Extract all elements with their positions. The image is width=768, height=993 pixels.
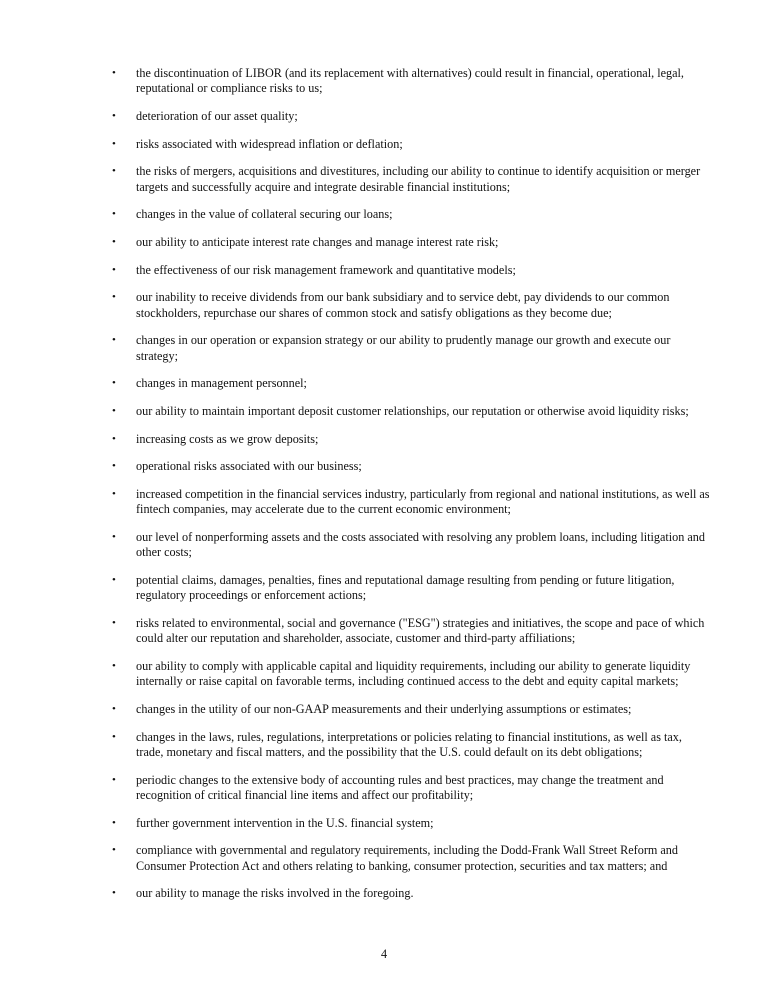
list-item [110,816,710,831]
list-item-text: our inability to receive dividends from our bank subsidiary and to service debt, pay dividends to our common stockholders, repurchase our shares of common stock and satisfy obligations as they become due; [136,290,670,320]
bullet-icon: • [112,887,116,900]
list-item [110,235,710,250]
bullet-icon: • [112,405,116,418]
list-item [110,137,710,152]
list-item-text: the effectiveness of our risk management framework and quantitative models; [136,262,516,277]
list-item-text: increased competition in the financial services industry, particularly from regional and national institutions, as well as fintech companies, may accelerate due to the current economic environment; [136,487,710,517]
list-item-text: our level of nonperforming assets and the costs associated with resolving any problem loans, including litigation and other costs; [136,530,705,560]
list-item-text: changes in the laws, rules, regulations, interpretations or policies relating to financial institutions, as well as tax, trade, monetary and fiscal matters, and the possibility that the U.S. could default on its debt obligations; [136,729,682,760]
list-item [110,459,710,474]
bullet-icon: • [112,165,116,178]
bullet-icon: • [112,291,116,304]
bullet-icon: • [112,617,116,630]
list-item-text: changes in the utility of our non-GAAP measurements and their underlying assumptions or estimates; [136,702,632,717]
bullet-icon: • [112,730,116,743]
list-item-text: the discontinuation of LIBOR (and its replacement with alternatives) could result in financial, operational, legal, reputational or compliance risks to us; [136,66,684,96]
list-item [110,109,710,124]
list-item [110,290,710,321]
list-item [110,843,710,874]
bullet-icon: • [112,816,116,829]
bullet-icon: • [112,531,116,544]
list-item [110,530,710,561]
list-item [110,886,710,901]
list-item-text: risks related to environmental, social and governance ("ESG") strategies and initiatives, the scope and pace of which could alter our reputation and shareholder, associate, customer and third-party affiliations; [136,616,705,646]
list-item [110,730,710,761]
list-item [110,376,710,391]
list-item-text: potential claims, damages, penalties, fines and reputational damage resulting from pending or future litigation, regulatory proceedings or enforcement actions; [136,573,675,603]
risk-factor-list [110,66,710,914]
list-item [110,333,710,364]
bullet-icon: • [112,334,116,347]
list-item-text: our ability to anticipate interest rate changes and manage interest rate risk; [136,235,499,250]
list-item-text: further government intervention in the U.S. financial system; [136,815,434,830]
bullet-icon: • [112,263,116,276]
bullet-icon: • [112,574,116,587]
list-item [110,616,710,647]
list-item-text: our ability to manage the risks involved in the foregoing. [136,886,414,901]
list-item [110,263,710,278]
list-item-text: our ability to comply with applicable capital and liquidity requirements, including our ability to generate liquidity internally or raise capital on favorable terms, including continued access to the debt and equity capital markets; [136,659,691,689]
list-item-text: changes in the value of collateral securing our loans; [136,207,393,222]
list-item-text: our ability to maintain important deposit customer relationships, our reputation or otherwise avoid liquidity risks; [136,404,689,419]
list-item [110,773,710,804]
page-number: 4 [380,947,388,961]
list-item [110,164,710,195]
list-item [110,702,710,717]
bullet-icon: • [112,488,116,501]
list-item-text: risks associated with widespread inflation or deflation; [136,136,403,151]
bullet-icon: • [112,844,116,857]
list-item-text: increasing costs as we grow deposits; [136,431,319,446]
list-item-text: deterioration of our asset quality; [136,108,298,123]
list-item [110,659,710,690]
list-item [110,487,710,518]
list-item [110,66,710,97]
list-item [110,573,710,604]
bullet-icon: • [112,236,116,249]
bullet-icon: • [112,109,116,122]
list-item-text: periodic changes to the extensive body of accounting rules and best practices, may change the treatment and recognition of critical financial line items and affect our profitability; [136,772,664,803]
bullet-icon: • [112,377,116,390]
bullet-icon: • [112,208,116,221]
bullet-icon: • [112,460,116,473]
list-item-text: changes in our operation or expansion strategy or our ability to prudently manage our growth and execute our strategy; [136,333,671,363]
list-item-text: the risks of mergers, acquisitions and divestitures, including our ability to continue to identify acquisition or merger targets and successfully acquire and integrate desirable financial institutions; [136,164,701,194]
list-item-text: compliance with governmental and regulatory requirements, including the Dodd-Frank Wall Street Reform and Consumer Protection Act and others relating to banking, consumer protection, securities and tax matters; and [136,843,678,873]
bullet-icon: • [112,660,116,673]
bullet-icon: • [112,703,116,716]
bullet-icon: • [112,432,116,445]
list-item [110,207,710,222]
list-item-text: operational risks associated with our business; [136,459,362,474]
bullet-icon: • [112,67,116,79]
list-item-text: changes in management personnel; [136,376,307,391]
list-item [110,404,710,419]
bullet-icon: • [112,137,116,150]
list-item [110,432,710,447]
bullet-icon: • [112,773,116,786]
